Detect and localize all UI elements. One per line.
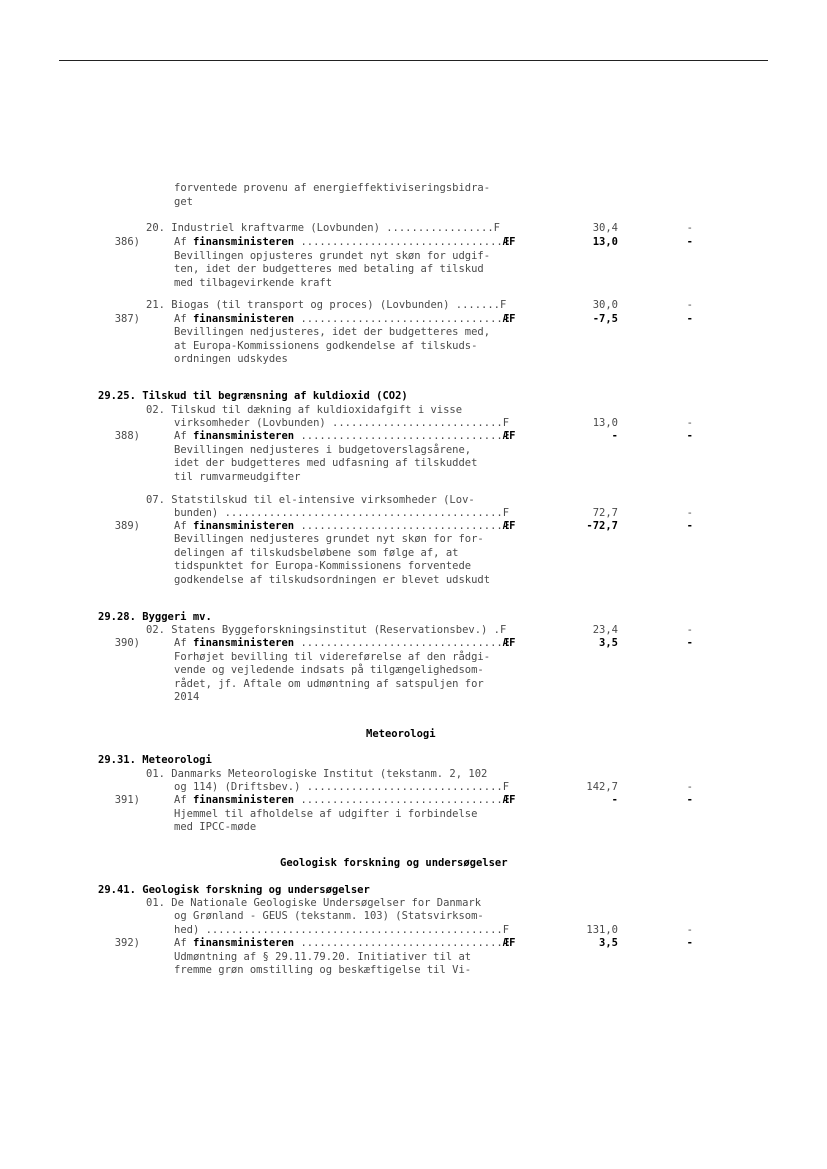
value-dash: - [686,781,693,793]
value-current: 131,0 [586,924,618,936]
value-current: 13,0 [592,417,618,429]
item-line: bunden) ............................................F [174,507,510,519]
value-current: 142,7 [586,781,618,793]
section-header: 29.28. Byggeri mv. [98,611,212,623]
value-current: 30,4 [592,222,618,234]
item-line: 02. Tilskud til dækning af kuldioxidafgift i visse [146,404,463,416]
reference-number: 388) [114,430,140,442]
reference-number: 387) [114,313,140,325]
value-dash: - [686,222,693,234]
item-line: 02. Statens Byggeforskningsinstitut (Reservationsbev.) .F [146,624,507,636]
value-dash: - [686,417,693,429]
value-dash: - [686,794,693,806]
item-line: 01. De Nationale Geologiske Undersøgelser for Danmark [146,897,482,909]
value-change: - [611,794,618,806]
reference-number: 390) [114,637,140,649]
item-line: 20. Industriel kraftvarme (Lovbunden) .................F [146,222,501,234]
text-line: godkendelse af tilskudsordningen er blevet udskudt [174,574,491,586]
value-change: 3,5 [599,637,618,649]
finance-minister-line: Af finansministeren ................................ÆF [174,637,516,649]
text-line: Bevillingen nedjusteres i budgetoverslagsårene, [174,444,472,456]
value-dash: - [686,236,693,248]
item-line: hed) ...............................................F [174,924,510,936]
section-header: 29.41. Geologisk forskning og undersøgelser [98,884,370,896]
finance-minister-line: Af finansministeren ................................ÆF [174,520,516,532]
text-line: delingen af tilskudsbeløbene som følge af, at [174,547,459,559]
value-current: 23,4 [592,624,618,636]
section-header: 29.31. Meteorologi [98,754,212,766]
text-line: ordningen udskydes [174,353,288,365]
text-line: idet der budgetteres med udfasning af tilskuddet [174,457,478,469]
item-line: og Grønland - GEUS (tekstanm. 103) (Statsvirksom- [174,910,484,922]
text-line: Udmøntning af § 29.11.79.20. Initiativer til at [174,951,472,963]
top-rule [59,60,768,61]
text-line: til rumvarmeudgifter [174,471,301,483]
finance-minister-line: Af finansministeren ................................ÆF [174,236,516,248]
text-line: get [174,196,193,208]
text-line: at Europa-Kommissionens godkendelse af tilskuds- [174,340,478,352]
item-line: virksomheder (Lovbunden) ...........................F [174,417,510,429]
item-line: og 114) (Driftsbev.) ...............................F [174,781,510,793]
value-dash: - [686,299,693,311]
reference-number: 391) [114,794,140,806]
text-line: Bevillingen opjusteres grundet nyt skøn for udgif- [174,250,491,262]
value-dash: - [686,520,693,532]
text-line: fremme grøn omstilling og beskæftigelse til Vi- [174,964,472,976]
value-change: 3,5 [599,937,618,949]
text-line: med tilbagevirkende kraft [174,277,333,289]
value-change: - [611,430,618,442]
value-dash: - [686,313,693,325]
value-current: 72,7 [592,507,618,519]
text-line: med IPCC-møde [174,821,257,833]
value-dash: - [686,624,693,636]
value-change: -72,7 [586,520,618,532]
item-line: 01. Danmarks Meteorologiske Institut (tekstanm. 2, 102 [146,768,488,780]
item-line: 07. Statstilskud til el-intensive virksomheder (Lov- [146,494,475,506]
reference-number: 389) [114,520,140,532]
value-dash: - [686,937,693,949]
text-line: forventede provenu af energieffektiviseringsbidra- [174,182,491,194]
text-line: Bevillingen nedjusteres, idet der budgetteres med, [174,326,491,338]
value-current: 30,0 [592,299,618,311]
value-dash: - [686,924,693,936]
section-title: Geologisk forskning og undersøgelser [280,857,508,869]
text-line: Bevillingen nedjusteres grundet nyt skøn for for- [174,533,484,545]
value-dash: - [686,430,693,442]
finance-minister-line: Af finansministeren ................................ÆF [174,430,516,442]
text-line: Hjemmel til afholdelse af udgifter i forbindelse [174,808,478,820]
finance-minister-line: Af finansministeren ................................ÆF [174,794,516,806]
section-title: Meteorologi [366,728,436,740]
value-change: -7,5 [592,313,618,325]
section-header: 29.25. Tilskud til begrænsning af kuldioxid (CO2) [98,390,408,402]
text-line: vende og vejledende indsats på tilgængelighedsom- [174,664,484,676]
finance-minister-line: Af finansministeren ................................ÆF [174,937,516,949]
text-line: tidspunktet for Europa-Kommissionens forventede [174,560,472,572]
text-line: Forhøjet bevilling til videreførelse af den rådgi- [174,651,491,663]
reference-number: 386) [114,236,140,248]
text-line: 2014 [174,691,200,703]
reference-number: 392) [114,937,140,949]
item-line: 21. Biogas (til transport og proces) (Lovbunden) .......F [146,299,507,311]
text-line: ten, idet der budgetteres med betaling af tilskud [174,263,484,275]
value-dash: - [686,507,693,519]
finance-minister-line: Af finansministeren ................................ÆF [174,313,516,325]
value-change: 13,0 [592,236,618,248]
value-dash: - [686,637,693,649]
text-line: rådet, jf. Aftale om udmøntning af satspuljen for [174,678,484,690]
